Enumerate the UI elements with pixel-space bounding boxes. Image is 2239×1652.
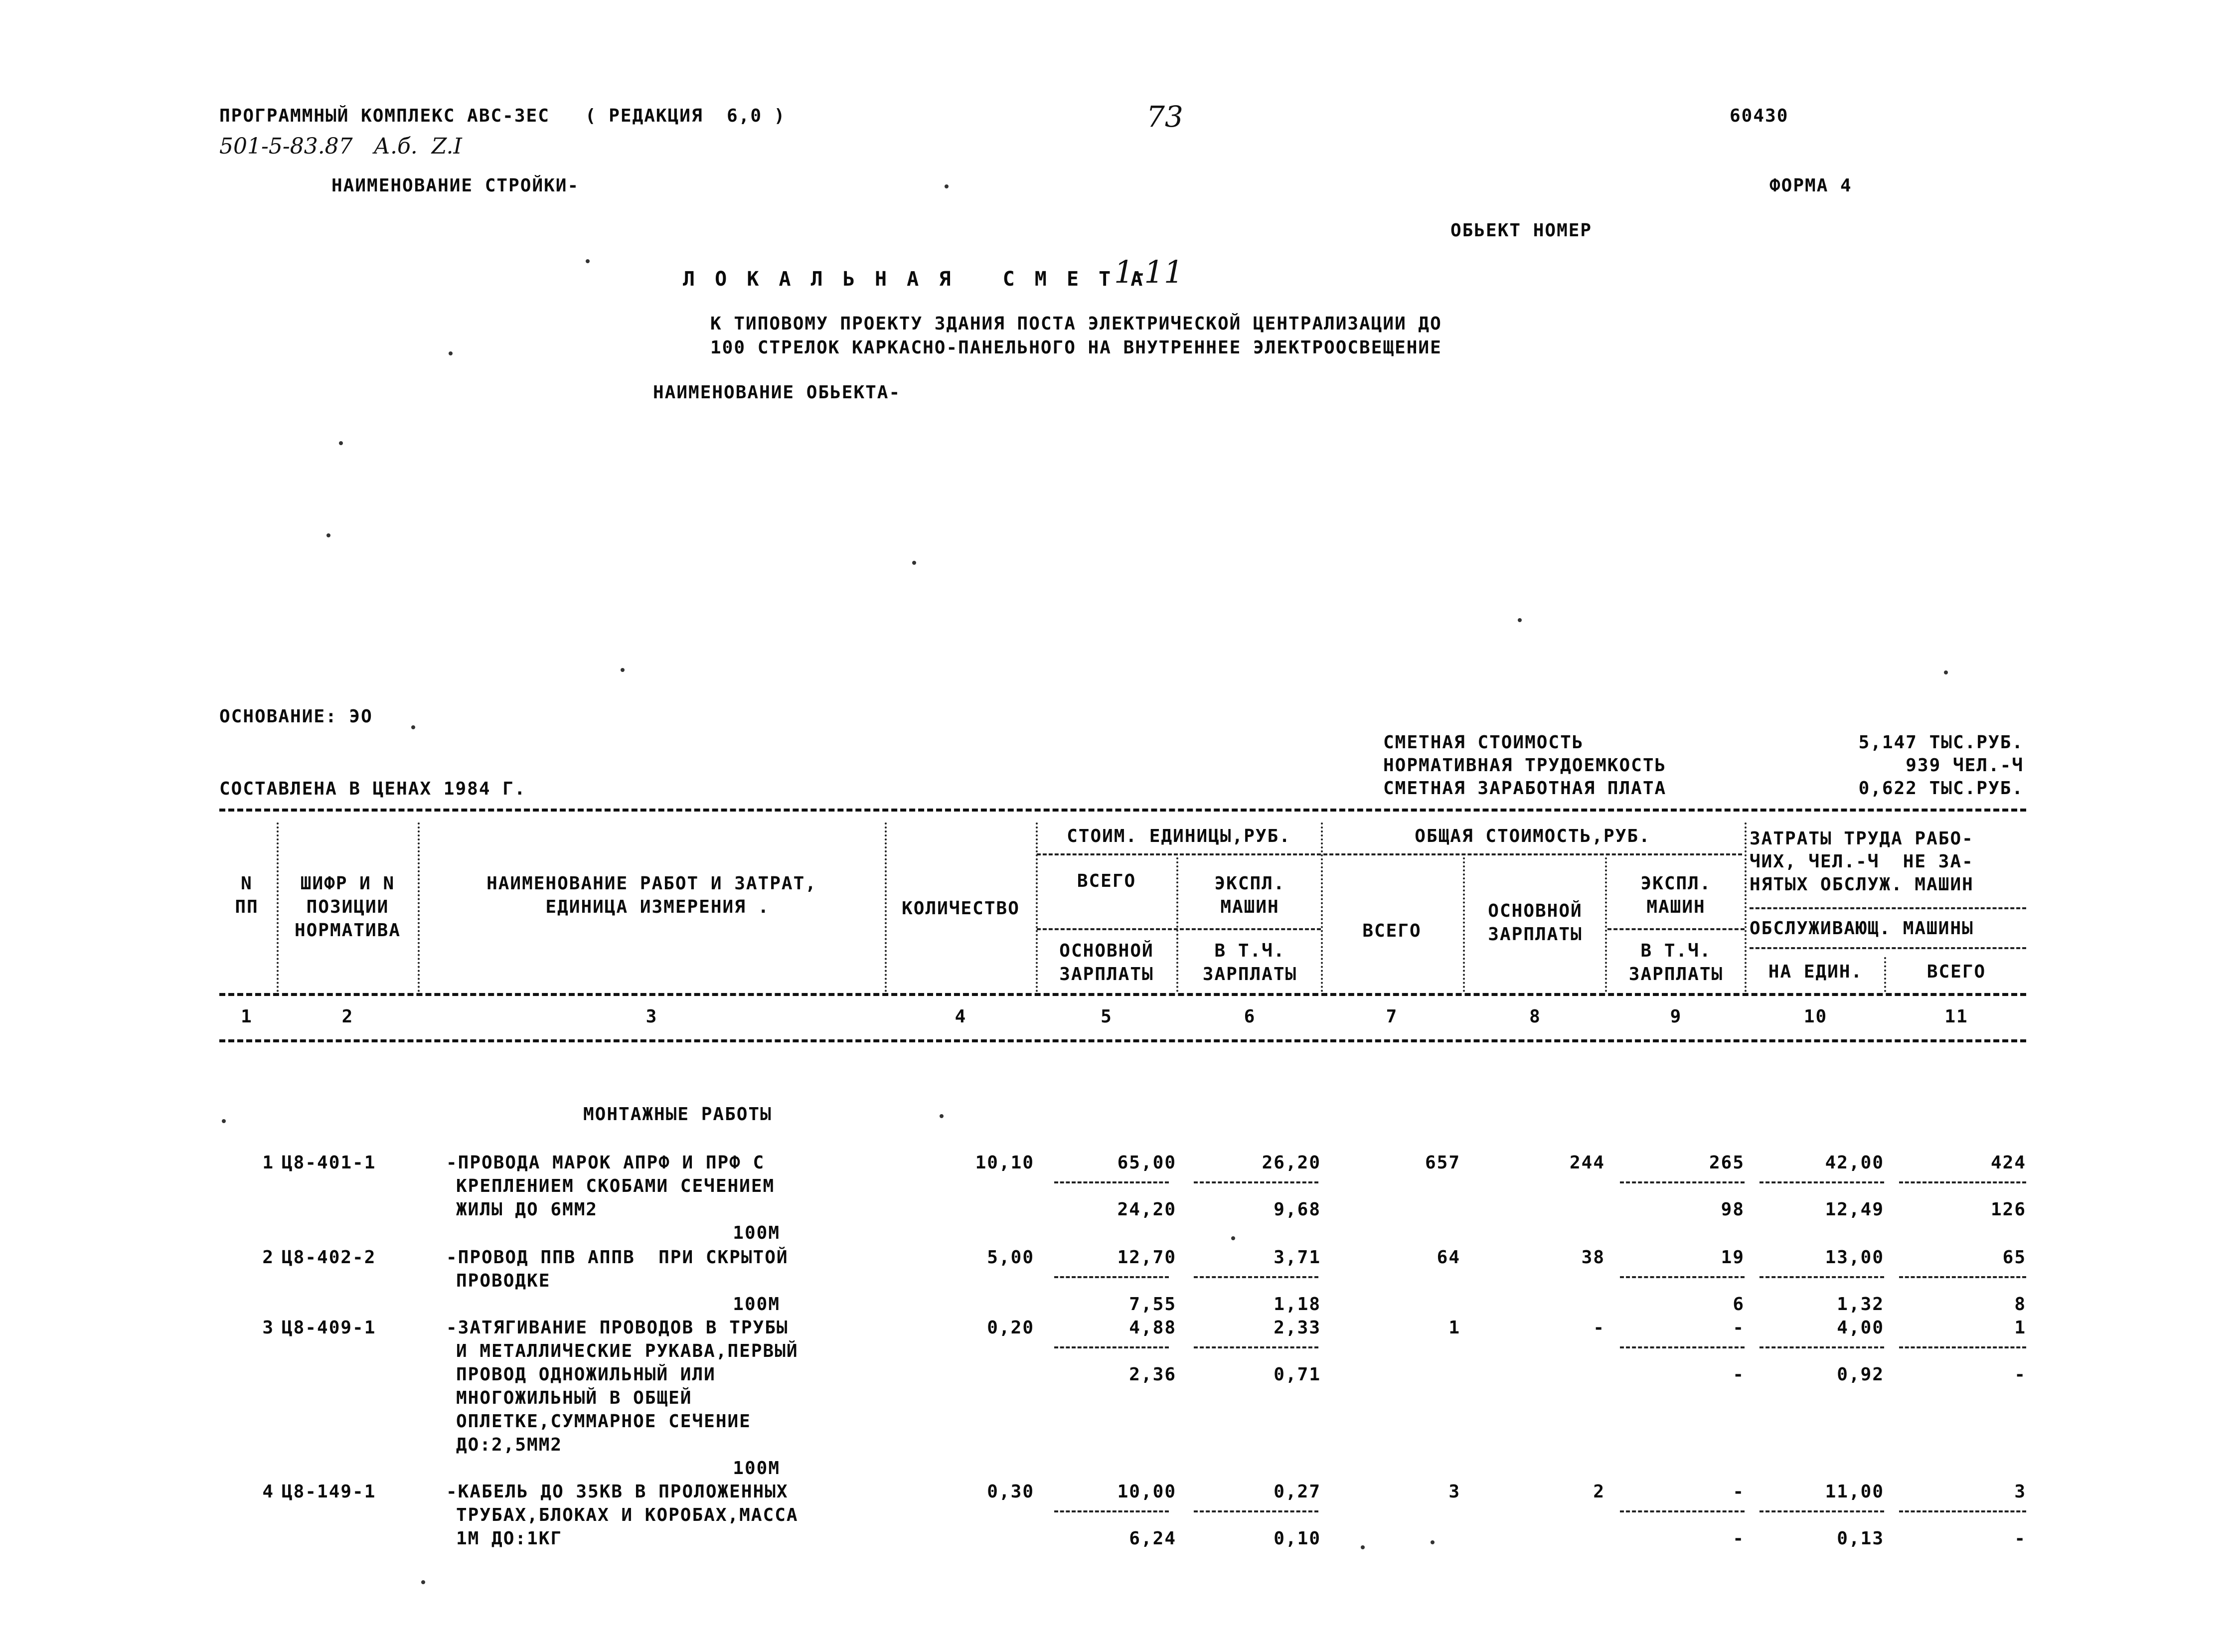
row-unit: 100М [733, 1223, 780, 1243]
cell-rule [1620, 1510, 1745, 1512]
col-number: 4 [955, 1006, 967, 1027]
col-header-unit-incl-wage: В Т.Ч. ЗАРПЛАТЫ [1202, 941, 1297, 985]
table-top-rule [219, 809, 2026, 812]
col-number: 8 [1529, 1006, 1541, 1027]
row-labor-total: 65 [2002, 1247, 2026, 1268]
cell-rule [1899, 1346, 2026, 1348]
column-separator [418, 823, 420, 992]
scan-speck [1431, 1540, 1435, 1544]
row-unit-total: 65,00 [1117, 1153, 1176, 1173]
scan-speck [621, 668, 625, 672]
row-unit-wage: 24,20 [1117, 1199, 1176, 1220]
scan-speck [222, 1119, 226, 1123]
wage-fund-label: СМЕТНАЯ ЗАРАБОТНАЯ ПЛАТА [1383, 778, 1667, 799]
row-number: 2 [262, 1247, 274, 1268]
row-total-machines: - [1733, 1318, 1745, 1338]
row-quantity: 10,10 [975, 1153, 1034, 1173]
row-quantity: 0,30 [987, 1482, 1034, 1502]
page-number: 73 [1146, 100, 1183, 134]
row-labor-total: 1 [2014, 1318, 2026, 1338]
cell-rule [1194, 1276, 1318, 1278]
row-name-line: ПРОВОД ОДНОЖИЛЬНЫЙ ИЛИ [456, 1364, 716, 1385]
estimate-title: Л О К А Л Ь Н А Я С М Е Т А [683, 268, 1147, 291]
row-unit-machine-wage: 0,10 [1274, 1528, 1321, 1549]
column-separator [1176, 857, 1178, 992]
row-unit: 100М [733, 1294, 780, 1315]
estimate-number: 1-11 [1114, 254, 1184, 290]
table-numbers-rule [219, 1039, 2026, 1042]
cell-rule [1899, 1510, 2026, 1512]
scan-speck [339, 441, 343, 445]
col-header-labor: ЗАТРАТЫ ТРУДА РАБО- ЧИХ, ЧЕЛ.-Ч НЕ ЗА- НЯТЫХ ОБСЛУЖ. МАШИН [1750, 828, 1974, 895]
price-level-label: СОСТАВЛЕНА В ЦЕНАХ 1984 Г. [219, 779, 526, 799]
scan-speck [912, 561, 916, 565]
object-name: НАИМЕНОВАНИЕ ОБЬЕКТА- [653, 382, 901, 403]
row-labor-total: 3 [2014, 1482, 2026, 1502]
cell-rule [1194, 1510, 1318, 1512]
section-title: МОНТАЖНЫЕ РАБОТЫ [583, 1104, 772, 1125]
row-code: Ц8-149-1 [282, 1482, 376, 1502]
estimated-cost-label: СМЕТНАЯ СТОИМОСТЬ [1383, 732, 1584, 753]
col-header-unit-total: ВСЕГО [1077, 871, 1136, 891]
cell-rule [1054, 1510, 1169, 1512]
row-unit: 100М [733, 1458, 780, 1479]
cell-rule [1620, 1181, 1745, 1183]
col-number: 11 [1944, 1006, 1968, 1027]
cell-rule [1899, 1276, 2026, 1278]
form-label: ФОРМА 4 [1769, 175, 1852, 196]
scan-speck [421, 1580, 425, 1584]
row-unit-wage: 6,24 [1129, 1528, 1176, 1549]
row-name-line: -ЗАТЯГИВАНИЕ ПРОВОДОВ В ТРУБЫ [446, 1318, 789, 1338]
row-service-unit: 12,49 [1825, 1199, 1884, 1220]
row-labor-unit: 42,00 [1825, 1153, 1884, 1173]
row-total-machine-wage: 6 [1733, 1294, 1745, 1315]
row-unit-machines: 0,27 [1274, 1482, 1321, 1502]
scan-speck [945, 184, 949, 188]
col-header-labor-unit: НА ЕДИН. [1768, 962, 1863, 982]
basis-label: ОСНОВАНИЕ: ЭО [219, 706, 373, 727]
header-rule [1607, 928, 1745, 930]
row-unit-wage: 2,36 [1129, 1364, 1176, 1385]
row-name-line: ТРУБАХ,БЛОКАХ И КОРОБАХ,МАССА [456, 1505, 799, 1525]
col-number: 7 [1386, 1006, 1398, 1027]
col-number: 5 [1101, 1006, 1113, 1027]
row-service-unit: 0,92 [1837, 1364, 1884, 1385]
row-total: 64 [1437, 1247, 1460, 1268]
program-name: ПРОГРАММНЫЙ КОМПЛЕКС АВС-ЗЕС ( РЕДАКЦИЯ 6,0 ) [219, 106, 786, 126]
col-header-total-cost: ОБЩАЯ СТОИМОСТЬ,РУБ. [1415, 826, 1651, 846]
row-unit-total: 12,70 [1117, 1247, 1176, 1268]
row-number: 1 [262, 1153, 274, 1173]
column-separator [1745, 823, 1747, 992]
row-service-total: - [2014, 1364, 2026, 1385]
row-service-unit: 1,32 [1837, 1294, 1884, 1315]
scan-speck [1518, 618, 1522, 622]
row-code: Ц8-409-1 [282, 1318, 376, 1338]
cell-rule [1054, 1276, 1169, 1278]
row-name-line: -ПРОВОД ППВ АППВ ПРИ СКРЫТОЙ [446, 1247, 789, 1268]
row-quantity: 0,20 [987, 1318, 1034, 1338]
row-unit-machine-wage: 0,71 [1274, 1364, 1321, 1385]
row-name-line: ПРОВОДКЕ [456, 1271, 551, 1291]
row-unit-machine-wage: 1,18 [1274, 1294, 1321, 1315]
row-unit-wage: 7,55 [1129, 1294, 1176, 1315]
row-total-machine-wage: - [1733, 1364, 1745, 1385]
row-service-total: - [2014, 1528, 2026, 1549]
col-header-total-incl-wage: В Т.Ч. ЗАРПЛАТЫ [1628, 941, 1724, 985]
row-total-machines: - [1733, 1482, 1745, 1502]
header-rule [1037, 928, 1321, 930]
cell-rule [1759, 1276, 1884, 1278]
col-number: 9 [1670, 1006, 1682, 1027]
row-labor-unit: 4,00 [1837, 1318, 1884, 1338]
cell-rule [1194, 1181, 1318, 1183]
row-name-line: ОПЛЕТКЕ,СУММАРНОЕ СЕЧЕНИЕ [456, 1411, 751, 1432]
row-name-line: ЖИЛЫ ДО 6ММ2 [456, 1199, 598, 1220]
column-separator [1463, 857, 1465, 992]
scan-speck [326, 533, 330, 537]
labor-intensity-value: 939 ЧЕЛ.-Ч [1906, 755, 2024, 776]
column-separator [885, 823, 887, 992]
table-header-rule [219, 993, 2026, 996]
row-unit-machines: 3,71 [1274, 1247, 1321, 1268]
cell-rule [1620, 1276, 1745, 1278]
estimated-cost-value: 5,147 ТЫС.РУБ. [1858, 732, 2024, 753]
row-number: 4 [262, 1482, 274, 1502]
cell-rule [1054, 1181, 1169, 1183]
wage-fund-value: 0,622 ТЫС.РУБ. [1858, 778, 2024, 799]
col-number: 2 [341, 1006, 354, 1027]
col-number: 6 [1244, 1006, 1256, 1027]
row-total-wage: 244 [1569, 1153, 1605, 1173]
row-name-line: -ПРОВОДА МАРОК АПРФ И ПРФ С [446, 1153, 765, 1173]
col-header-unit-machines: ЭКСПЛ. МАШИН [1214, 873, 1285, 917]
row-total-machines: 19 [1721, 1247, 1745, 1268]
scan-speck [1361, 1545, 1365, 1549]
row-name-line: МНОГОЖИЛЬНЫЙ В ОБЩЕЙ [456, 1388, 692, 1408]
col-header-unit-cost: СТОИМ. ЕДИНИЦЫ,РУБ. [1067, 826, 1291, 846]
row-total-wage: 2 [1593, 1482, 1605, 1502]
row-name-line: КРЕПЛЕНИЕМ СКОБАМИ СЕЧЕНИЕМ [456, 1176, 775, 1196]
row-unit-total: 4,88 [1129, 1318, 1176, 1338]
cell-rule [1759, 1346, 1884, 1348]
row-name-line: 1М ДО:1КГ [456, 1528, 563, 1549]
row-total: 657 [1425, 1153, 1460, 1173]
cell-rule [1759, 1510, 1884, 1512]
row-number: 3 [262, 1318, 274, 1338]
scan-speck [586, 259, 590, 263]
column-separator [277, 823, 279, 992]
header-rule [1750, 947, 2026, 949]
cell-rule [1620, 1346, 1745, 1348]
row-unit-machines: 2,33 [1274, 1318, 1321, 1338]
col-header-labor-service: ОБСЛУЖИВАЮЩ. МАШИНЫ [1750, 918, 1974, 939]
row-service-total: 8 [2014, 1294, 2026, 1315]
cell-rule [1899, 1181, 2026, 1183]
row-name-line: -КАБЕЛЬ ДО 35КВ В ПРОЛОЖЕННЫХ [446, 1482, 789, 1502]
cell-rule [1194, 1346, 1318, 1348]
col-header-unit-base-wage: ОСНОВНОЙ ЗАРПЛАТЫ [1059, 941, 1154, 985]
row-total-wage: - [1593, 1318, 1605, 1338]
subtitle-line-2: 100 СТРЕЛОК КАРКАСНО-ПАНЕЛЬНОГО НА ВНУТРЕННЕЕ ЭЛЕКТРООСВЕЩЕНИЕ [710, 337, 1442, 358]
row-service-total: 126 [1990, 1199, 2026, 1220]
row-name-line: И МЕТАЛЛИЧЕСКИЕ РУКАВА,ПЕРВЫЙ [456, 1341, 799, 1361]
row-total-machine-wage: - [1733, 1528, 1745, 1549]
row-labor-unit: 13,00 [1825, 1247, 1884, 1268]
scan-speck [411, 725, 415, 729]
col-number: 3 [645, 1006, 658, 1027]
row-total-machines: 265 [1709, 1153, 1745, 1173]
column-separator [1884, 957, 1886, 992]
column-separator [1321, 823, 1323, 992]
row-total: 1 [1448, 1318, 1460, 1338]
col-header-total-machines: ЭКСПЛ. МАШИН [1640, 873, 1712, 917]
document-number: 60430 [1730, 106, 1789, 126]
scan-speck [449, 351, 453, 355]
row-total-wage: 38 [1581, 1247, 1605, 1268]
row-labor-total: 424 [1990, 1153, 2026, 1173]
row-code: Ц8-401-1 [282, 1153, 376, 1173]
col-header-total-all: ВСЕГО [1362, 921, 1422, 941]
row-quantity: 5,00 [987, 1247, 1034, 1268]
col-header-number: N ПП [235, 873, 259, 917]
labor-intensity-label: НОРМАТИВНАЯ ТРУДОЕМКОСТЬ [1383, 755, 1667, 776]
header-rule [1750, 907, 2026, 909]
scan-speck [940, 1114, 944, 1118]
row-labor-unit: 11,00 [1825, 1482, 1884, 1502]
row-unit-machines: 26,20 [1262, 1153, 1321, 1173]
scan-speck [1944, 670, 1948, 674]
col-number: 10 [1803, 1006, 1828, 1027]
row-name-line: ДО:2,5ММ2 [456, 1435, 563, 1455]
subtitle-line-1: К ТИПОВОМУ ПРОЕКТУ ЗДАНИЯ ПОСТА ЭЛЕКТРИЧЕСКОЙ ЦЕНТРАЛИЗАЦИИ ДО [710, 314, 1442, 334]
col-header-labor-total: ВСЕГО [1926, 962, 1986, 982]
cell-rule [1759, 1181, 1884, 1183]
header-rule [1323, 853, 1742, 855]
col-header-quantity: КОЛИЧЕСТВО [902, 898, 1020, 919]
object-number: ОБЬЕКТ НОМЕР [1450, 220, 1593, 241]
scan-speck [1231, 1236, 1235, 1240]
col-number: 1 [241, 1006, 253, 1027]
cell-rule [1054, 1346, 1169, 1348]
header-rule [1037, 853, 1321, 855]
col-header-name: НАИМЕНОВАНИЕ РАБОТ И ЗАТРАТ, ЕДИНИЦА ИЗМЕРЕНИЯ . [486, 873, 817, 917]
construction-name: НАИМЕНОВАНИЕ СТРОЙКИ- [331, 175, 580, 196]
col-header-total-base-wage: ОСНОВНОЙ ЗАРПЛАТЫ [1488, 901, 1583, 945]
row-service-unit: 0,13 [1837, 1528, 1884, 1549]
row-unit-total: 10,00 [1117, 1482, 1176, 1502]
document-code: 501-5-83.87 А.б. Z.I [219, 134, 462, 159]
column-separator [1605, 857, 1607, 992]
row-total: 3 [1448, 1482, 1460, 1502]
col-header-code: ШИФР И N ПОЗИЦИИ НОРМАТИВА [294, 873, 401, 941]
row-total-machine-wage: 98 [1721, 1199, 1745, 1220]
row-unit-machine-wage: 9,68 [1274, 1199, 1321, 1220]
row-code: Ц8-402-2 [282, 1247, 376, 1268]
